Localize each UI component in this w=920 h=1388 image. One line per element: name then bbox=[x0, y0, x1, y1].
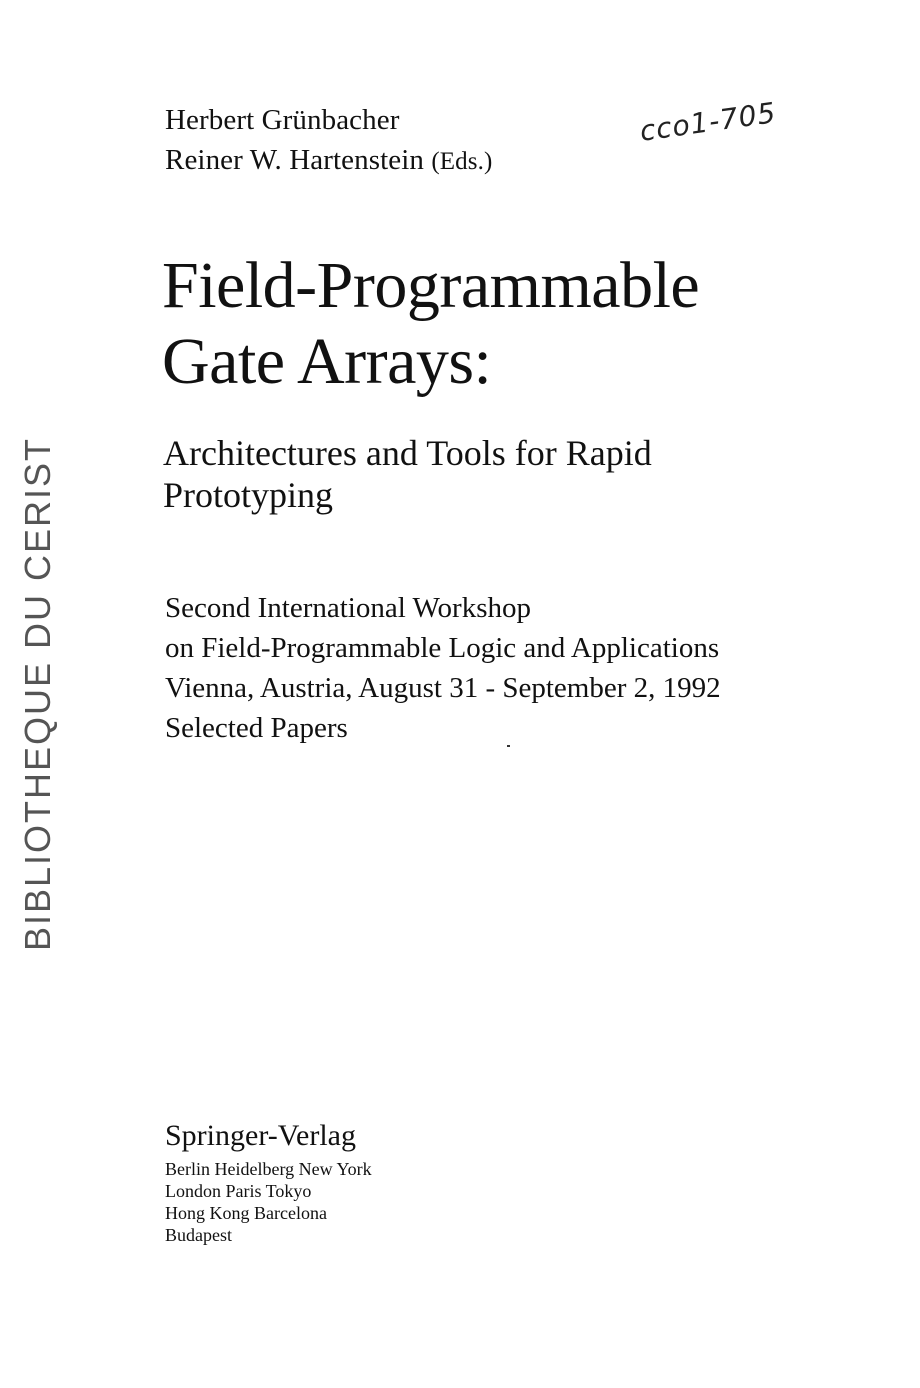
publisher-city-line: Budapest bbox=[165, 1225, 232, 1245]
library-stamp: BIBLIOTHEQUE DU CERIST bbox=[17, 436, 58, 952]
workshop-info bbox=[165, 588, 721, 748]
editor-name-with-role bbox=[165, 140, 492, 182]
workshop-line: Selected Papers bbox=[165, 712, 348, 744]
workshop-line: Second International Workshop bbox=[165, 592, 531, 624]
publisher-name: Springer-Verlag bbox=[165, 1119, 357, 1152]
publisher-cities bbox=[165, 1158, 372, 1246]
publisher-city-line: London Paris Tokyo bbox=[165, 1181, 312, 1201]
handwritten-catalog-number: cco1-705 bbox=[637, 96, 779, 148]
book-subtitle bbox=[163, 432, 652, 516]
workshop-line: Vienna, Austria, August 31 - September 2, 1992 bbox=[165, 672, 721, 704]
publisher-city-line: Hong Kong Barcelona bbox=[165, 1203, 327, 1223]
publisher-city-line: Berlin Heidelberg New York bbox=[165, 1159, 372, 1179]
editor-name: Reiner W. Hartenstein bbox=[165, 144, 425, 176]
editor-name: Herbert Grünbacher bbox=[165, 104, 400, 136]
book-title bbox=[162, 248, 699, 400]
book-subtitle-line: Architectures and Tools for Rapid bbox=[163, 433, 652, 473]
scan-speck bbox=[507, 745, 510, 747]
book-subtitle-line: Prototyping bbox=[163, 475, 334, 515]
editors-block bbox=[165, 100, 492, 182]
book-title-line: Gate Arrays: bbox=[162, 325, 492, 398]
editors-suffix: (Eds.) bbox=[431, 148, 493, 175]
workshop-line: on Field-Programmable Logic and Applications bbox=[165, 632, 720, 664]
book-title-line: Field-Programmable bbox=[162, 249, 700, 322]
